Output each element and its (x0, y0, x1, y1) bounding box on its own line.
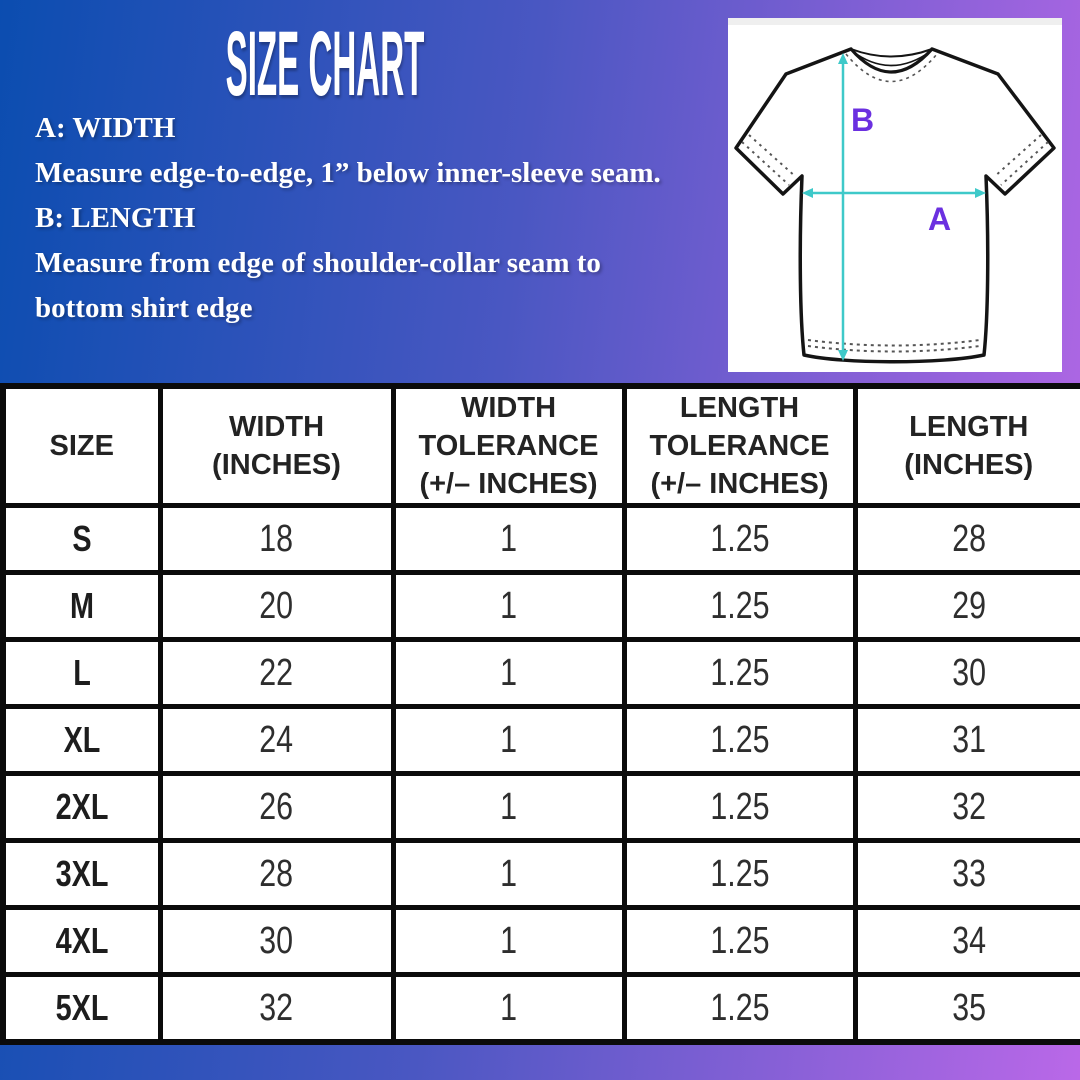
width-tolerance-cell: 1 (500, 919, 517, 962)
width-cell: 26 (259, 785, 294, 828)
tshirt-diagram-card (728, 18, 1062, 372)
size-cell: 5XL (55, 987, 109, 1028)
table-row (3, 640, 1080, 707)
table-row (3, 975, 1080, 1043)
width-cell: 28 (259, 852, 294, 895)
col-header-width-tolerance: WIDTH TOLERANCE (+/– INCHES) (393, 386, 624, 506)
width-label-a: A (928, 201, 952, 237)
width-tolerance-cell: 1 (500, 986, 517, 1029)
measurement-instructions (35, 106, 680, 331)
page-title: SIZE CHART (225, 13, 425, 115)
length-label-b: B (851, 102, 875, 138)
tshirt-diagram-icon (728, 18, 1062, 372)
table-row (3, 573, 1080, 640)
length-tolerance-cell: 1.25 (709, 919, 770, 962)
width-cell: 22 (259, 651, 294, 694)
width-tolerance-cell: 1 (500, 785, 517, 828)
width-cell: 18 (259, 517, 294, 560)
length-instruction-label: B: LENGTH (35, 202, 196, 234)
length-instruction-text: Measure from edge of shoulder-collar seam to bottom shirt edge (35, 247, 601, 324)
col-header-width: WIDTH (INCHES) (160, 386, 393, 506)
length-cell: 33 (951, 852, 986, 895)
length-tolerance-cell: 1.25 (709, 651, 770, 694)
width-tolerance-cell: 1 (500, 718, 517, 761)
col-header-size: SIZE (3, 386, 160, 506)
width-tolerance-cell: 1 (500, 651, 517, 694)
length-cell: 30 (951, 651, 986, 694)
length-tolerance-cell: 1.25 (709, 986, 770, 1029)
length-cell: 28 (951, 517, 986, 560)
length-cell: 29 (951, 584, 986, 627)
page-title-wrap (30, 13, 620, 115)
length-cell: 31 (951, 718, 986, 761)
size-cell: S (72, 518, 92, 559)
table-row (3, 908, 1080, 975)
table-row (3, 774, 1080, 841)
length-tolerance-cell: 1.25 (709, 718, 770, 761)
size-cell: M (69, 585, 94, 626)
width-tolerance-cell: 1 (500, 517, 517, 560)
table-row (3, 841, 1080, 908)
width-instruction-label: A: WIDTH (35, 112, 176, 144)
length-cell: 34 (951, 919, 986, 962)
width-cell: 20 (259, 584, 294, 627)
table-row (3, 506, 1080, 573)
length-tolerance-cell: 1.25 (709, 852, 770, 895)
length-tolerance-cell: 1.25 (709, 517, 770, 560)
size-table-wrap (0, 383, 1080, 1045)
col-header-length: LENGTH (INCHES) (855, 386, 1080, 506)
width-instruction-text: Measure edge-to-edge, 1” below inner-sleeve seam. (35, 157, 661, 189)
length-cell: 35 (951, 986, 986, 1029)
width-tolerance-cell: 1 (500, 584, 517, 627)
table-row (3, 707, 1080, 774)
length-tolerance-cell: 1.25 (709, 584, 770, 627)
col-header-length-tolerance: LENGTH TOLERANCE (+/– INCHES) (624, 386, 855, 506)
width-cell: 30 (259, 919, 294, 962)
size-cell: XL (63, 719, 101, 760)
width-cell: 32 (259, 986, 294, 1029)
header-row (3, 386, 1080, 506)
size-cell: 4XL (55, 920, 109, 961)
length-tolerance-cell: 1.25 (709, 785, 770, 828)
size-cell: 3XL (55, 853, 109, 894)
size-cell: 2XL (55, 786, 109, 827)
width-tolerance-cell: 1 (500, 852, 517, 895)
width-cell: 24 (259, 718, 294, 761)
size-table (0, 383, 1080, 1045)
length-cell: 32 (951, 785, 986, 828)
size-cell: L (72, 652, 91, 693)
